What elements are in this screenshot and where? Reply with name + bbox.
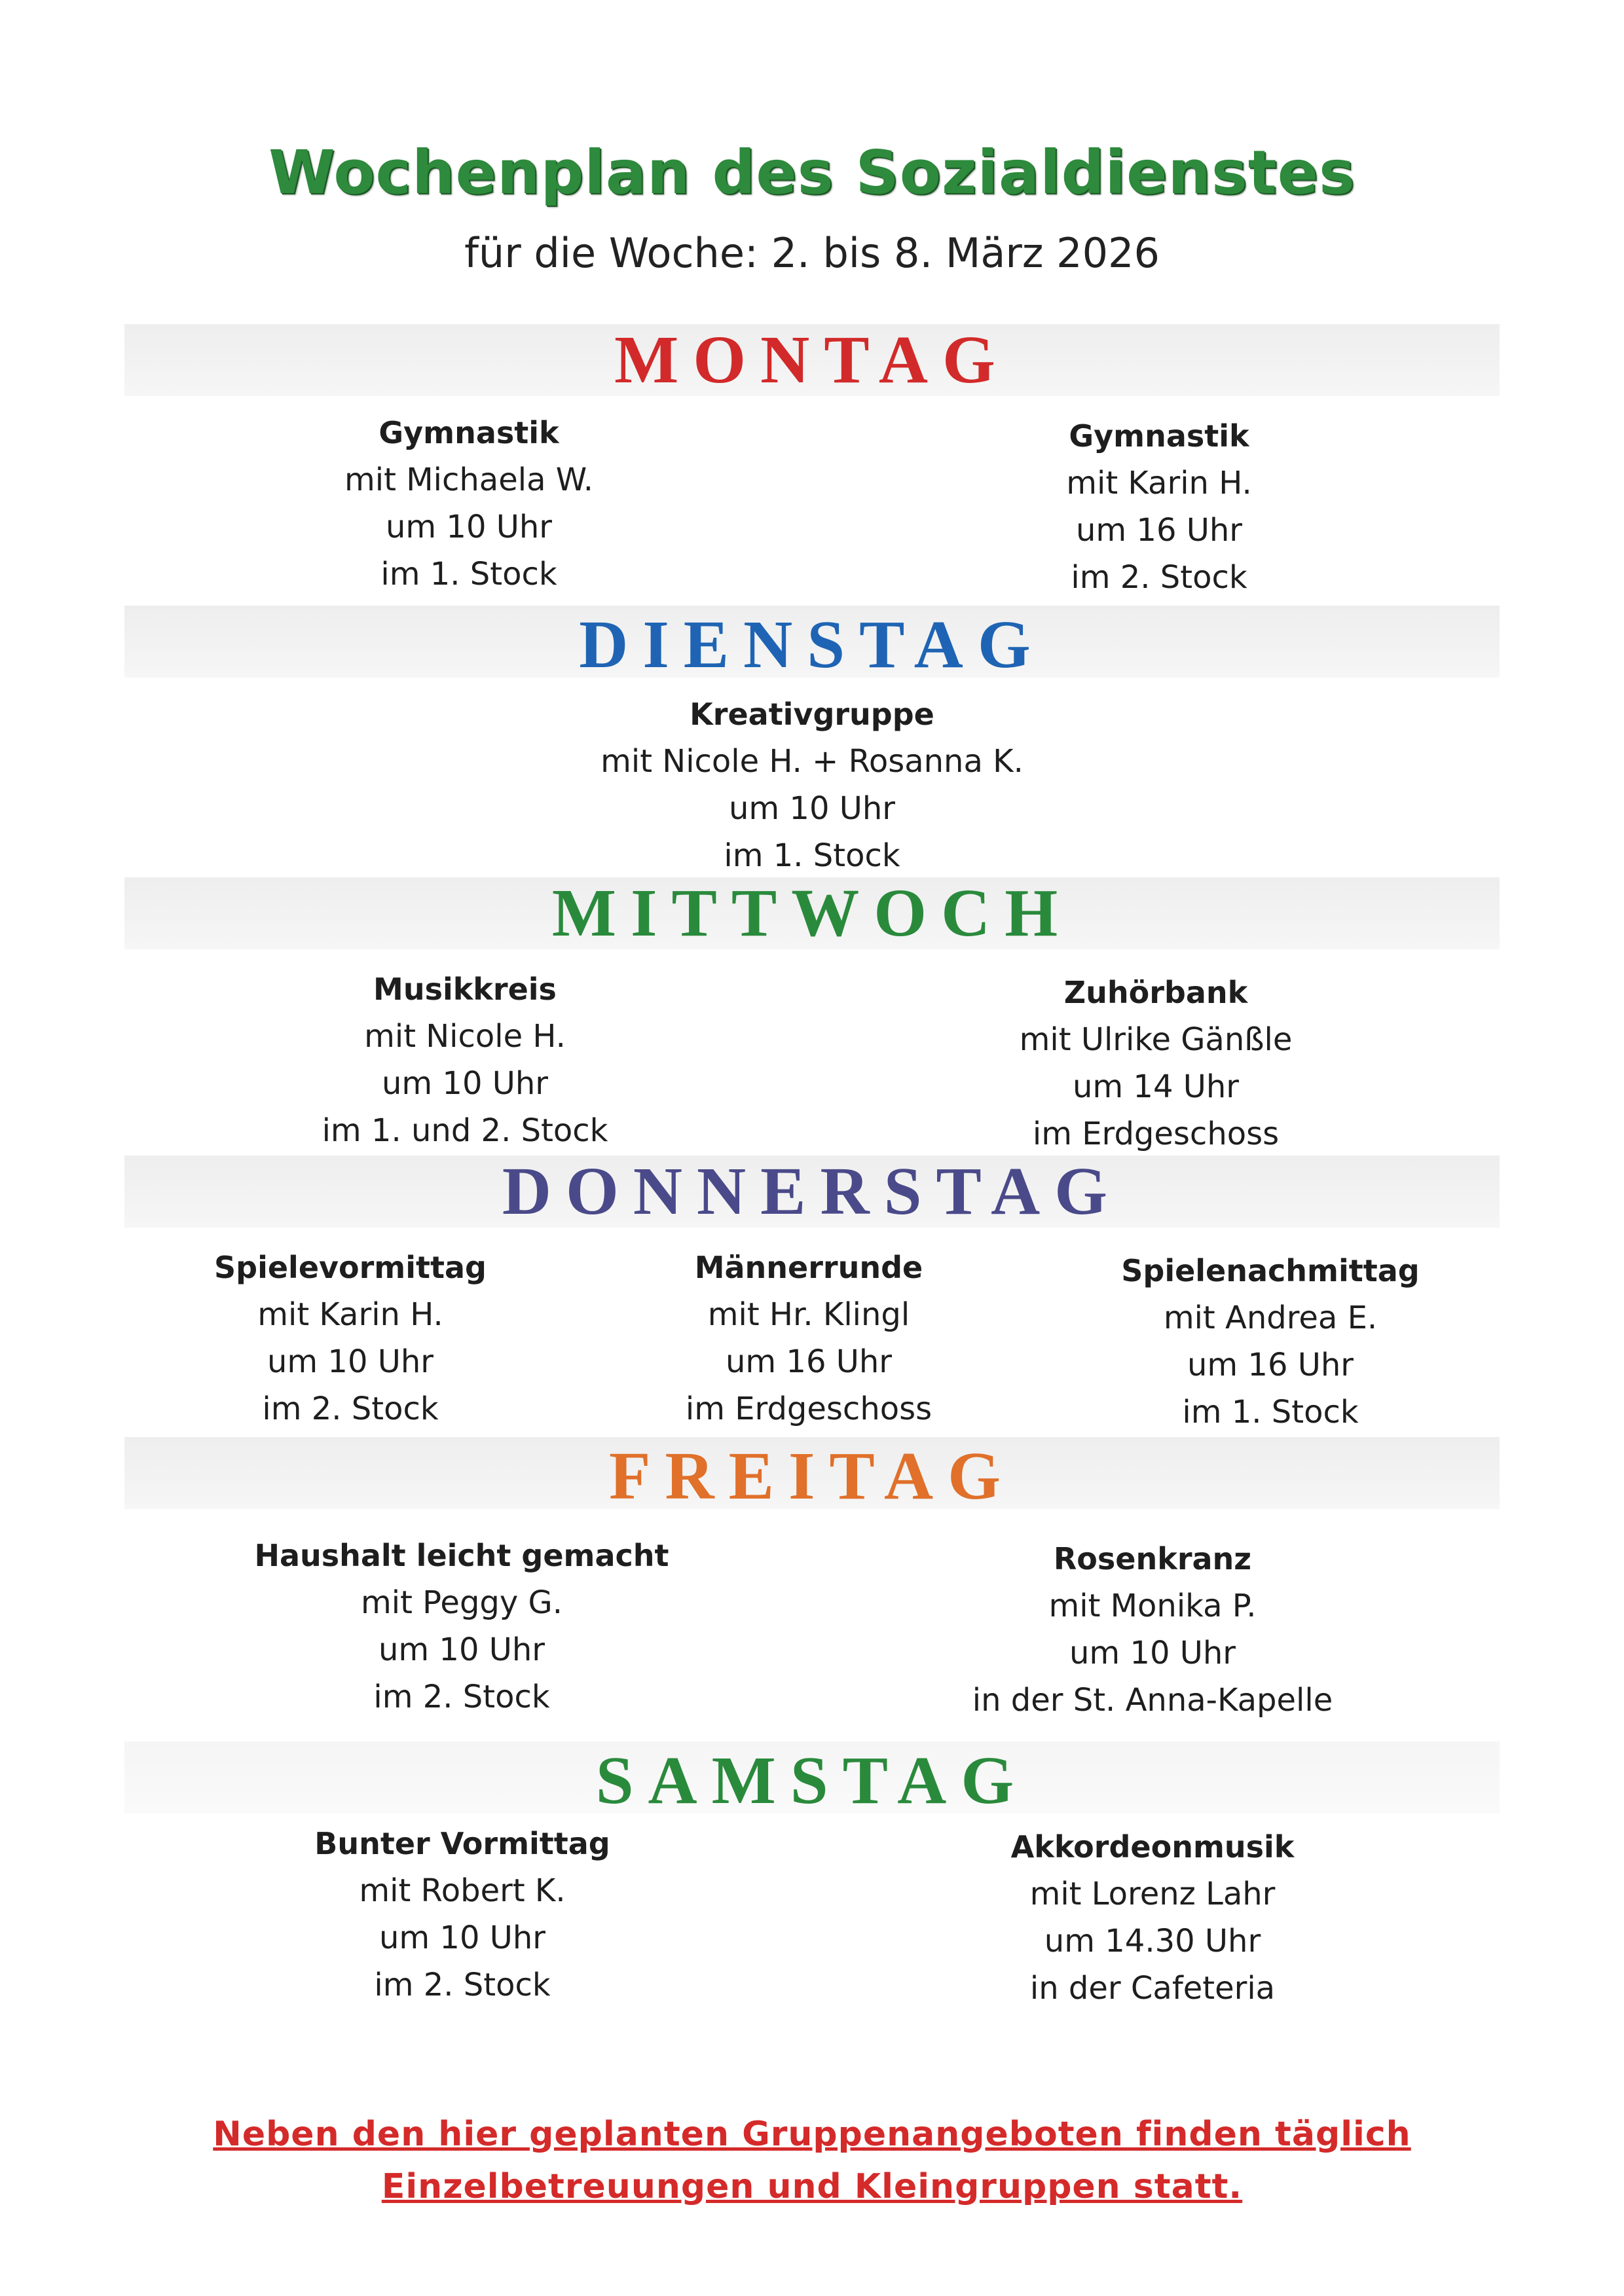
activity-name: Akkordeonmusik (1010, 1829, 1295, 1865)
activity-with: mit Lorenz Lahr (1029, 1876, 1276, 1912)
activity-time: um 10 Uhr (378, 1920, 546, 1956)
activity-name: Männerrunde (694, 1250, 923, 1285)
activity-place: im 2. Stock (262, 1391, 439, 1427)
activity-name: Kreativgruppe (690, 697, 934, 732)
activity-place: im 1. Stock (1182, 1394, 1359, 1430)
activity-with: mit Monika P. (1048, 1588, 1257, 1624)
day-heading-samstag: SAMSTAG (595, 1743, 1029, 1818)
activity-place: im 2. Stock (374, 1967, 551, 2003)
activity-place: in der Cafeteria (1029, 1970, 1276, 2007)
activity-donnerstag-1 (88, 1244, 612, 1432)
activity-place: in der St. Anna-Kapelle (972, 1682, 1333, 1719)
day-heading-dienstag: DIENSTAG (579, 607, 1045, 682)
activity-with: mit Nicole H. (364, 1018, 566, 1055)
activity-place: im 1. und 2. Stock (322, 1112, 608, 1149)
activity-time: um 10 Uhr (728, 790, 896, 827)
activity-place: im 2. Stock (373, 1679, 550, 1715)
activity-with: mit Hr. Klingl (707, 1296, 910, 1333)
activity-mittwoch-2 (894, 969, 1418, 1157)
activity-time: um 14 Uhr (1072, 1068, 1240, 1105)
activity-freitag-1 (200, 1532, 724, 1721)
day-heading-freitag: FREITAG (608, 1438, 1016, 1514)
activity-name: Gymnastik (1069, 418, 1249, 454)
activity-donnerstag-2 (547, 1244, 1071, 1432)
activity-donnerstag-3 (1008, 1247, 1532, 1436)
activity-name: Spielevormittag (214, 1250, 487, 1285)
activity-with: mit Karin H. (1066, 465, 1252, 501)
activity-samstag-2 (891, 1823, 1414, 2012)
activity-place: im 1. Stock (724, 837, 900, 874)
activity-time: um 10 Uhr (381, 1065, 549, 1102)
activity-name: Spielenachmittag (1121, 1253, 1420, 1288)
page-title: Wochenplan des Sozialdienstes (268, 137, 1356, 208)
page-subtitle: für die Woche: 2. bis 8. März 2026 (464, 229, 1160, 277)
activity-place: im 1. Stock (380, 556, 557, 592)
activity-mittwoch-1 (203, 966, 727, 1154)
activity-time: um 10 Uhr (1069, 1635, 1236, 1671)
activity-time: um 16 Uhr (1187, 1347, 1354, 1383)
activity-name: Zuhörbank (1063, 975, 1248, 1010)
activity-place: im Erdgeschoss (685, 1391, 932, 1427)
activity-time: um 10 Uhr (378, 1631, 545, 1668)
footer-line-2: Einzelbetreuungen und Kleingruppen statt. (381, 2167, 1243, 2206)
activity-time: um 14.30 Uhr (1044, 1923, 1261, 1959)
day-heading-donnerstag: DONNERSTAG (502, 1154, 1122, 1229)
activity-freitag-2 (891, 1535, 1414, 1724)
activity-name: Haushalt leicht gemacht (254, 1538, 669, 1573)
activity-montag-2 (897, 412, 1421, 601)
activity-montag-1 (207, 409, 731, 598)
activity-with: mit Peggy G. (361, 1584, 563, 1621)
activity-time: um 16 Uhr (725, 1343, 893, 1380)
activity-with: mit Karin H. (257, 1296, 443, 1333)
activity-place: im 2. Stock (1071, 559, 1247, 596)
activity-name: Bunter Vormittag (314, 1826, 610, 1861)
activity-with: mit Andrea E. (1163, 1300, 1378, 1336)
day-heading-montag: MONTAG (614, 322, 1010, 397)
day-heading-mittwoch: MITTWOCH (551, 875, 1073, 951)
footer-line-1: Neben den hier geplanten Gruppenangeboten finden täglich (213, 2115, 1411, 2154)
activity-dienstag-1 (550, 691, 1074, 879)
activity-time: um 16 Uhr (1075, 512, 1243, 549)
activity-time: um 10 Uhr (267, 1343, 434, 1380)
activity-with: mit Robert K. (359, 1872, 566, 1909)
activity-name: Musikkreis (373, 972, 557, 1007)
activity-with: mit Nicole H. + Rosanna K. (600, 743, 1024, 780)
activity-with: mit Michaela W. (344, 462, 593, 498)
activity-name: Rosenkranz (1053, 1541, 1252, 1576)
activity-with: mit Ulrike Gänßle (1019, 1021, 1293, 1058)
activity-place: im Erdgeschoss (1032, 1116, 1280, 1152)
footer-note (0, 2108, 1624, 2213)
activity-time: um 10 Uhr (385, 509, 553, 545)
activity-name: Gymnastik (378, 415, 559, 450)
activity-samstag-1 (200, 1820, 724, 2009)
